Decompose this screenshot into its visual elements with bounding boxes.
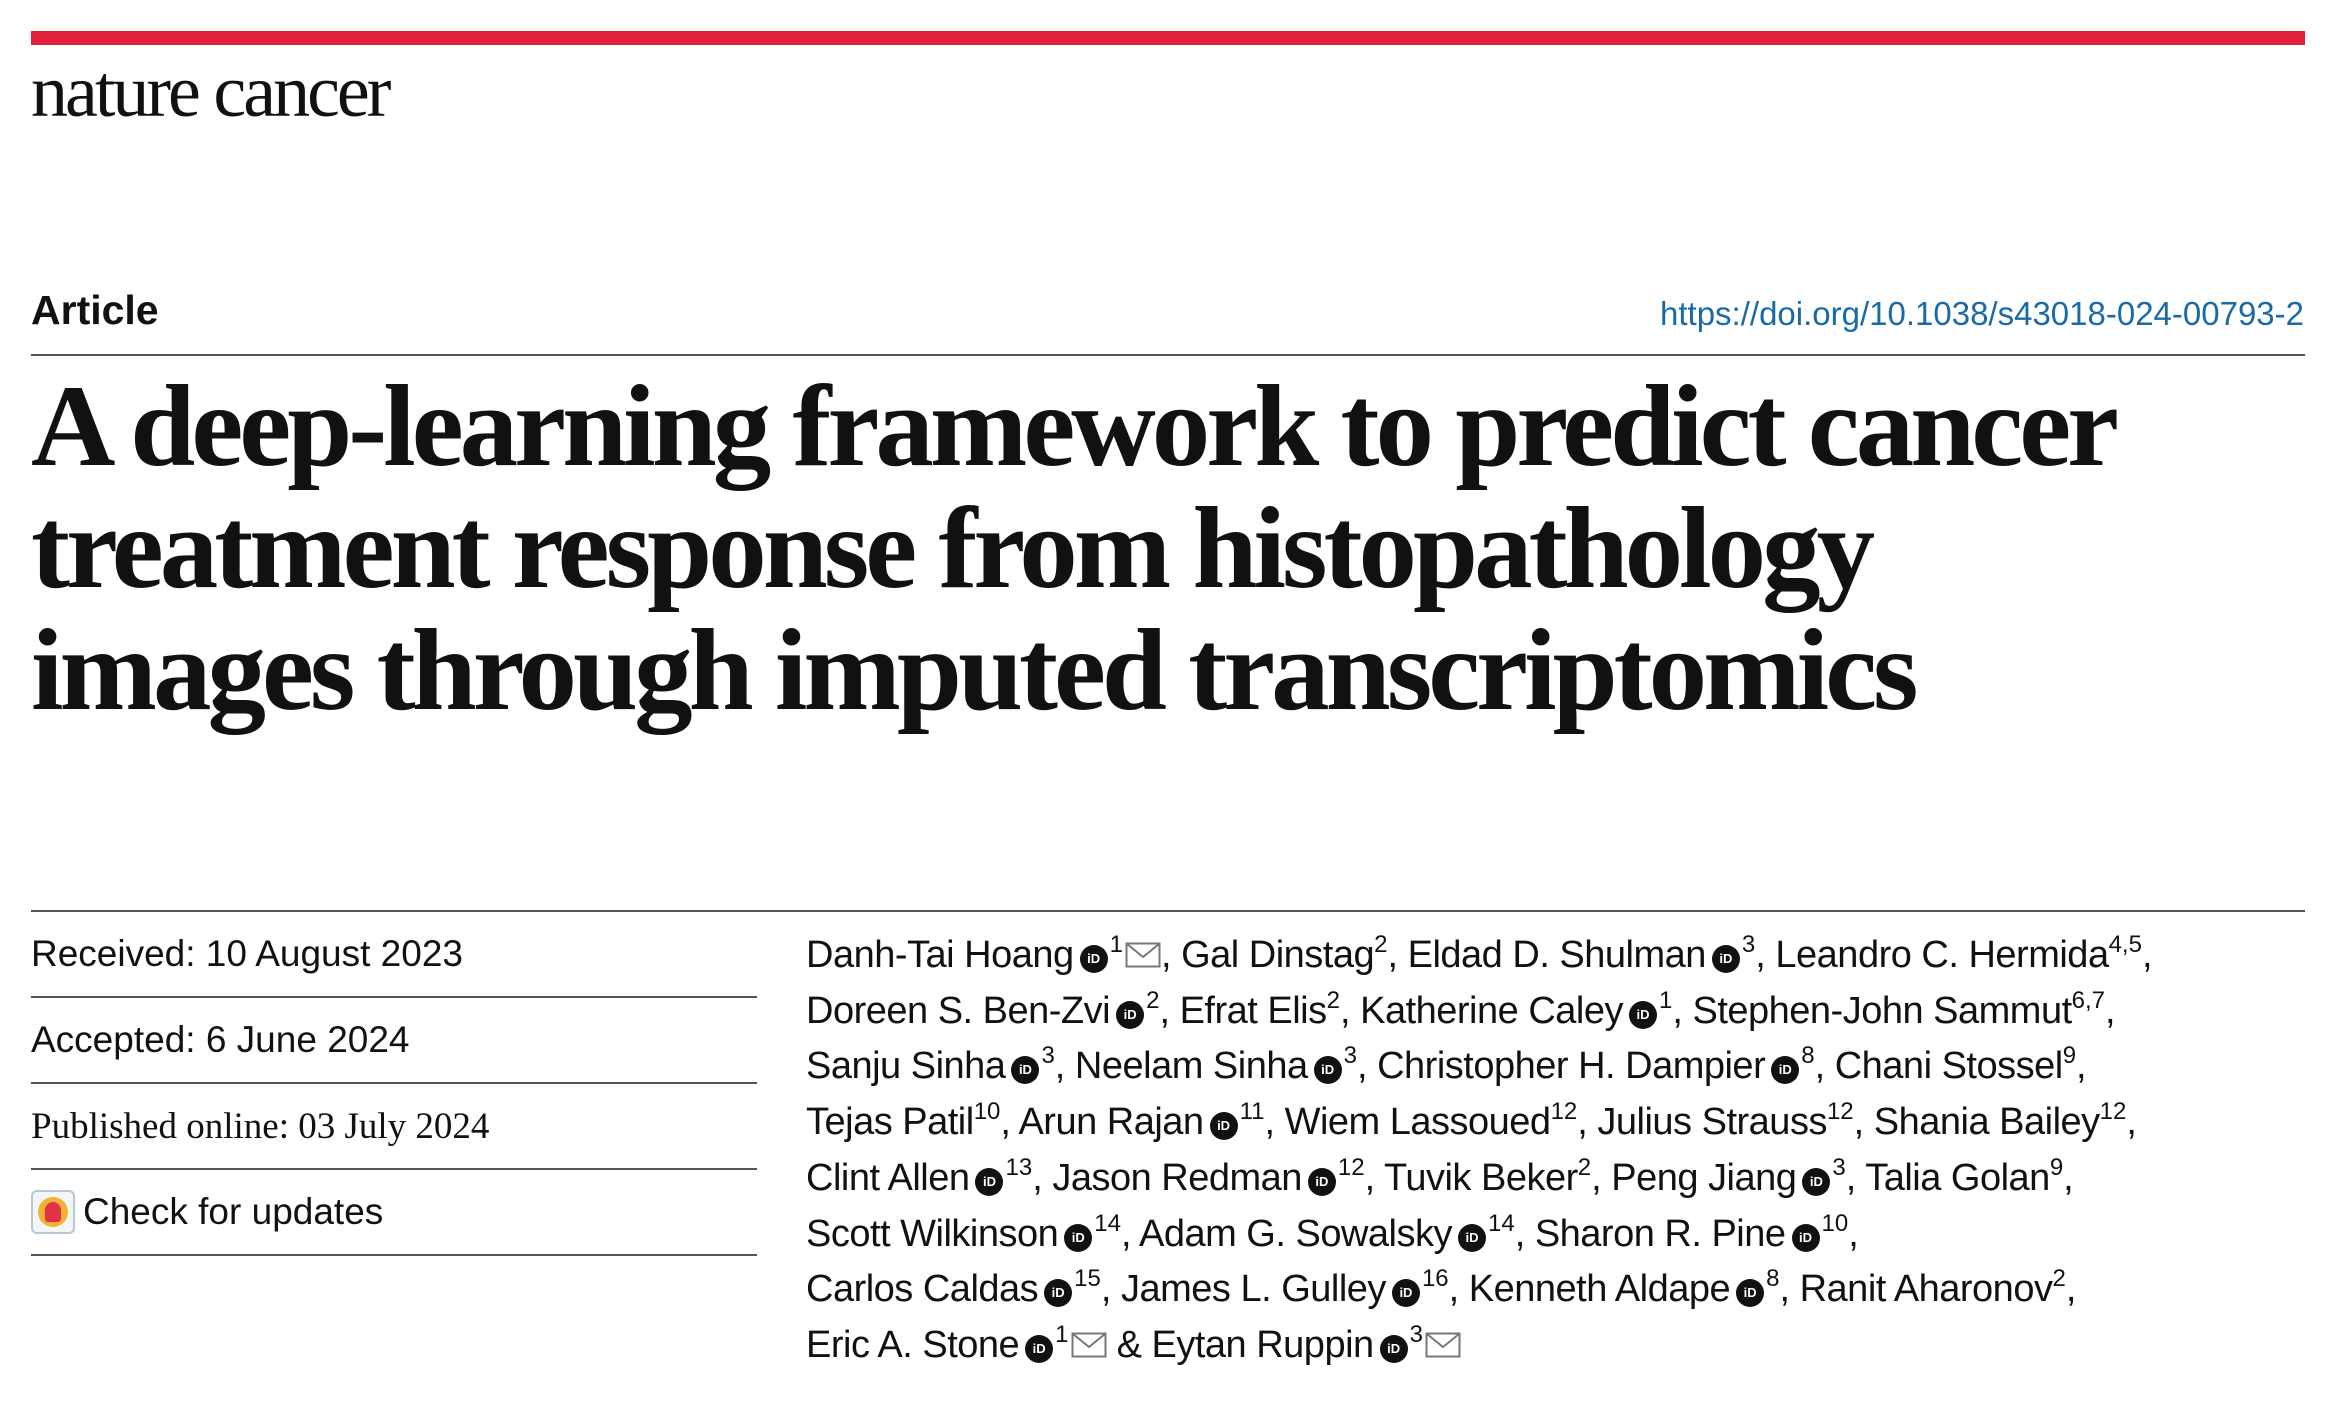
affiliation-number: 4,5	[2108, 931, 2142, 958]
envelope-icon[interactable]	[1425, 1319, 1461, 1345]
author[interactable]	[1181, 931, 1388, 976]
affiliation-number: 13	[1005, 1153, 1033, 1181]
author[interactable]	[1384, 1153, 1592, 1199]
author-name: Shania Bailey	[1873, 1101, 2100, 1144]
affiliation-number: 1	[1109, 931, 1123, 958]
affiliation-number: 12	[1826, 1098, 1854, 1126]
affiliation-number: 1	[1658, 986, 1673, 1014]
author[interactable]	[1284, 1098, 1578, 1144]
affiliation-number: 8	[1766, 1265, 1780, 1293]
affiliation-number: 3	[1041, 1042, 1055, 1070]
author-name: Kenneth Aldape	[1468, 1268, 1731, 1311]
affiliation-number: 2	[1374, 931, 1388, 958]
author-line: Clint Allen iD$^{13}$, Jason Redman iD$^{12}$, Tuvik Beker$^2$, Peng Jiang iD$^3$, Talia Golan$^9$,	[806, 1153, 2074, 1199]
author-name: Katherine Caley	[1360, 989, 1623, 1032]
author[interactable]	[806, 986, 1160, 1032]
author-name: Sharon R. Pine	[1534, 1212, 1786, 1255]
affiliation-number: 10	[1821, 1209, 1849, 1237]
author-name: Ranit Aharonov	[1799, 1268, 2053, 1311]
title-line: images through imputed transcriptomics	[31, 606, 1915, 735]
author-name: Leandro C. Hermida	[1775, 934, 2109, 976]
affiliation-number: 2	[1146, 986, 1160, 1014]
check-updates-button[interactable]	[31, 1190, 383, 1234]
article-title	[31, 362, 2321, 735]
author-name: Gal Dinstag	[1181, 934, 1375, 976]
author[interactable]	[1597, 1098, 1854, 1144]
author[interactable]	[1120, 1265, 1449, 1311]
check-updates-row	[31, 1170, 757, 1256]
author-name: Danh-Tai Hoang	[806, 934, 1074, 976]
article-dates	[31, 912, 757, 1256]
published-date: Published online: 03 July 2024	[31, 1084, 757, 1170]
author[interactable]	[806, 1042, 1055, 1088]
affiliation-number: 14	[1094, 1209, 1121, 1237]
author-name: Chani Stossel	[1834, 1045, 2063, 1088]
author[interactable]	[1179, 986, 1340, 1032]
author-name: Talia Golan	[1865, 1156, 2050, 1199]
affiliation-number: 12	[1550, 1098, 1578, 1126]
author-name: Neelam Sinha	[1074, 1045, 1308, 1088]
orcid-icon[interactable]: iD	[1314, 1056, 1342, 1084]
author[interactable]	[1468, 1265, 1780, 1311]
author[interactable]	[806, 1265, 1101, 1311]
author-line: Tejas Patil$^{10}$, Arun Rajan iD$^{11}$, Wiem Lassoued$^{12}$, Julius Strauss$^{12}$, Shania Bailey$^{12}$,	[806, 1098, 2137, 1144]
author[interactable]	[806, 931, 1161, 976]
author[interactable]	[1360, 986, 1673, 1032]
affiliation-number: 16	[1421, 1265, 1449, 1293]
orcid-icon[interactable]: iD	[1044, 1279, 1072, 1307]
orcid-icon[interactable]: iD	[1308, 1168, 1336, 1196]
author-name: James L. Gulley	[1120, 1268, 1386, 1311]
author-name: Carlos Caldas	[806, 1268, 1039, 1311]
article-type: Article	[31, 287, 159, 333]
author[interactable]	[806, 1153, 1033, 1199]
accepted-date: Accepted: 6 June 2024	[31, 998, 757, 1084]
author-name: Arun Rajan	[1018, 1101, 1204, 1144]
affiliation-number: 12	[2099, 1098, 2127, 1126]
author[interactable]	[1611, 1153, 1846, 1199]
author-name: Clint Allen	[806, 1156, 970, 1199]
author-name: Peng Jiang	[1611, 1156, 1797, 1199]
received-date: Received: 10 August 2023	[31, 912, 757, 998]
author-name: Efrat Elis	[1179, 989, 1327, 1032]
author-name: Doreen S. Ben-Zvi	[806, 989, 1111, 1032]
orcid-icon[interactable]: iD	[1210, 1112, 1238, 1140]
check-for-updates-icon	[31, 1190, 75, 1234]
author[interactable]	[1534, 1209, 1849, 1255]
author[interactable]	[806, 1209, 1121, 1255]
author[interactable]	[1692, 986, 2106, 1032]
affiliation-number: 2	[2052, 1265, 2066, 1293]
author-line: Eric A. Stone iD$^1$ & Eytan Ruppin iD$^3$	[806, 1318, 2311, 1374]
affiliation-number: 6,7	[2071, 986, 2106, 1014]
author[interactable]	[1377, 1042, 1815, 1088]
orcid-icon[interactable]: iD	[1380, 1335, 1408, 1363]
check-updates-label: Check for updates	[83, 1191, 384, 1232]
orcid-icon[interactable]: iD	[1025, 1335, 1053, 1363]
author-name: Scott Wilkinson	[806, 1212, 1059, 1255]
author-line: Danh-Tai Hoang iD$^1$ , Gal Dinstag$^2$, Eldad D. Shulman iD$^3$, Leandro C. Hermida$^{4,5}$,	[806, 931, 2153, 976]
affiliation-number: 11	[1239, 1098, 1265, 1126]
author[interactable]	[1074, 1042, 1357, 1088]
header-divider	[31, 354, 2305, 356]
author[interactable]	[1018, 1098, 1265, 1144]
affiliation-number: 8	[1801, 1042, 1815, 1070]
author-name: Eldad D. Shulman	[1407, 934, 1706, 976]
orcid-icon[interactable]: iD	[1116, 1001, 1144, 1029]
affiliation-number: 3	[1832, 1153, 1846, 1181]
author[interactable]	[806, 1098, 1001, 1144]
author-name: Eric A. Stone	[806, 1323, 1020, 1366]
orcid-icon[interactable]: iD	[1792, 1224, 1820, 1252]
affiliation-number: 3	[1741, 931, 1756, 958]
author-name: Tejas Patil	[806, 1101, 974, 1144]
author[interactable]	[1407, 931, 1756, 976]
author[interactable]	[1865, 1153, 2064, 1199]
orcid-icon[interactable]: iD	[1392, 1279, 1420, 1307]
author-name: Stephen-John Sammut	[1692, 989, 2072, 1032]
affiliation-number: 1	[1055, 1320, 1069, 1348]
author-list	[806, 928, 2311, 1374]
author[interactable]	[1834, 1042, 2077, 1088]
journal-logo[interactable]: nature cancer	[31, 51, 389, 133]
author-name: Adam G. Sowalsky	[1138, 1212, 1452, 1255]
affiliation-number: 3	[1343, 1042, 1357, 1070]
author[interactable]	[1775, 931, 2142, 976]
title-line: treatment response from histopathology	[31, 484, 1872, 613]
author-name: Christopher H. Dampier	[1377, 1045, 1766, 1088]
orcid-icon[interactable]: iD	[1736, 1279, 1764, 1307]
envelope-icon[interactable]	[1125, 929, 1161, 955]
orcid-icon[interactable]: iD	[1712, 945, 1740, 973]
affiliation-number: 2	[1577, 1153, 1592, 1181]
author[interactable]	[1799, 1265, 2066, 1311]
author-name: Sanju Sinha	[806, 1045, 1006, 1088]
affiliation-number: 14	[1487, 1209, 1515, 1237]
orcid-icon[interactable]: iD	[1771, 1056, 1799, 1084]
orcid-icon[interactable]: iD	[1802, 1168, 1830, 1196]
affiliation-number: 3	[1409, 1320, 1424, 1348]
author[interactable]	[1151, 1320, 1462, 1366]
author-line: Carlos Caldas iD$^{15}$, James L. Gulley iD$^{16}$, Kenneth Aldape iD$^8$, Ranit Aharonov$^2$,	[806, 1265, 2076, 1311]
author-name: Tuvik Beker	[1384, 1156, 1578, 1199]
affiliation-number: 15	[1074, 1265, 1101, 1293]
orcid-icon[interactable]: iD	[1080, 945, 1108, 973]
orcid-icon[interactable]: iD	[1011, 1056, 1039, 1084]
author-name: Jason Redman	[1052, 1156, 1302, 1199]
author-name: Wiem Lassoued	[1284, 1101, 1551, 1144]
author[interactable]	[806, 1320, 1107, 1366]
author-line: Doreen S. Ben-Zvi iD$^2$, Efrat Elis$^2$, Katherine Caley iD$^1$, Stephen-John Sammut$^{6,7}$,	[806, 986, 2116, 1032]
author[interactable]	[1873, 1098, 2127, 1144]
affiliation-number: 12	[1337, 1153, 1365, 1181]
author[interactable]	[1052, 1153, 1365, 1199]
title-line: A deep-learning framework to predict cancer	[31, 362, 2116, 491]
envelope-icon[interactable]	[1071, 1319, 1107, 1345]
orcid-icon[interactable]: iD	[1064, 1224, 1092, 1252]
author-line: Scott Wilkinson iD$^{14}$, Adam G. Sowalsky iD$^{14}$, Sharon R. Pine iD$^{10}$,	[806, 1209, 1859, 1255]
author[interactable]	[1138, 1209, 1515, 1255]
affiliation-number: 10	[973, 1098, 1001, 1126]
author-line: Sanju Sinha iD$^3$, Neelam Sinha iD$^3$, Christopher H. Dampier iD$^8$, Chani Stossel$^9$,	[806, 1042, 2087, 1088]
doi-link[interactable]: https://doi.org/10.1038/s43018-024-00793-2	[1660, 295, 2304, 332]
affiliation-number: 9	[2062, 1042, 2077, 1070]
author-name: Julius Strauss	[1597, 1101, 1827, 1144]
brand-bar	[31, 31, 2305, 45]
orcid-icon[interactable]: iD	[1629, 1001, 1657, 1029]
orcid-icon[interactable]: iD	[975, 1168, 1003, 1196]
author-name: Eytan Ruppin	[1151, 1323, 1374, 1366]
orcid-icon[interactable]: iD	[1458, 1224, 1486, 1252]
affiliation-number: 9	[2049, 1153, 2064, 1181]
affiliation-number: 2	[1326, 986, 1340, 1014]
